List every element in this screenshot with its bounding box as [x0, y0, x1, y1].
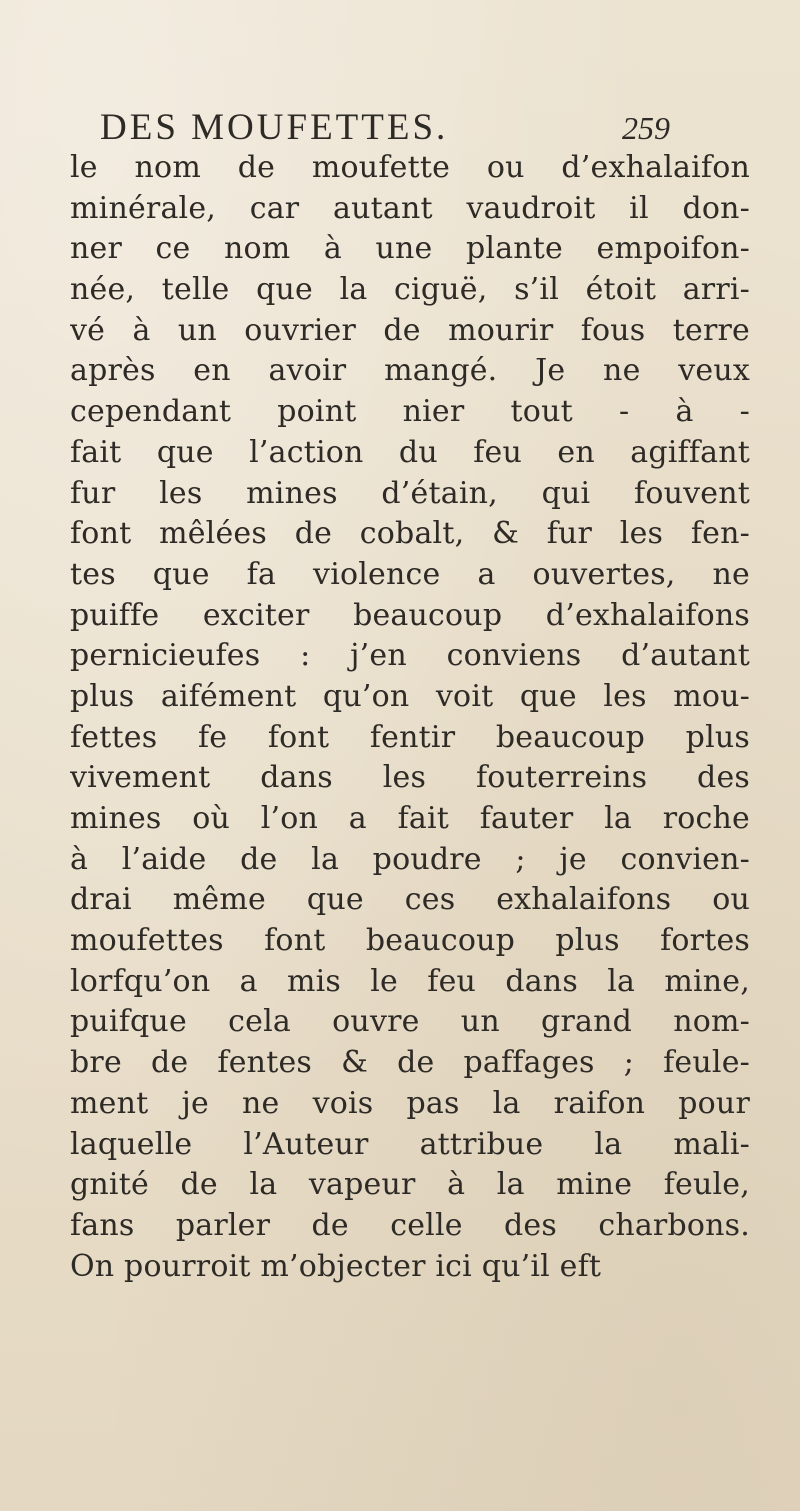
text-line: fans parler de celle des charbons. [70, 1207, 750, 1243]
running-head-title: DES MOUFETTES. [100, 107, 449, 148]
text-line: à l’aide de la poudre ; je convien- [70, 841, 750, 877]
text-line: pernicieufes : j’en conviens d’autant [70, 638, 750, 674]
text-line: le nom de moufette ou d’exhalaifon [70, 150, 750, 185]
text-line: après en avoir mangé. Je ne veux [70, 353, 750, 389]
text-line: On pourroit m’objecter ici qu’il eft [70, 1248, 602, 1284]
text-line: ment je ne vois pas la raifon pour [70, 1085, 750, 1121]
text-line: fur les mines d’étain, qui fouvent [70, 475, 750, 511]
text-line: tes que fa violence a ouvertes, ne [70, 556, 750, 592]
text-line: née, telle que la ciguë, s’il étoit arri- [70, 272, 750, 308]
text-line: ner ce nom à une plante empoifon- [70, 231, 750, 267]
text-line: gnité de la vapeur à la mine feule, [70, 1167, 750, 1203]
text-line: vé à un ouvrier de mourir fous terre [70, 312, 750, 348]
text-line: fait que l’action du feu en agiffant [70, 434, 750, 470]
text-line: plus aifément qu’on voit que les mou- [70, 678, 750, 714]
text-line: lorfqu’on a mis le feu dans la mine, [70, 963, 750, 999]
text-line: mines où l’on a fait fauter la roche [70, 801, 750, 836]
text-line: moufettes font beaucoup plus fortes [70, 923, 750, 959]
text-line: puifque cela ouvre un grand nom- [70, 1004, 750, 1040]
text-line: laquelle l’Auteur attribue la mali- [70, 1126, 750, 1162]
text-line: fettes fe font fentir beaucoup plus [70, 719, 750, 755]
text-line: puiffe exciter beaucoup d’exhalaifons [70, 597, 750, 633]
running-head [100, 104, 670, 152]
body-text [70, 148, 750, 1287]
text-line: font mêlées de cobalt, & fur les fen- [70, 516, 750, 552]
text-line: drai même que ces exhalaifons ou [70, 882, 750, 918]
text-line: minérale, car autant vaudroit il don- [70, 190, 750, 226]
text-line: vivement dans les fouterreins des [70, 760, 750, 796]
page-number: 259 [622, 110, 670, 146]
text-line: bre de fentes & de paffages ; feule- [70, 1045, 750, 1081]
text-line: cependant point nier tout - à - [70, 394, 750, 430]
